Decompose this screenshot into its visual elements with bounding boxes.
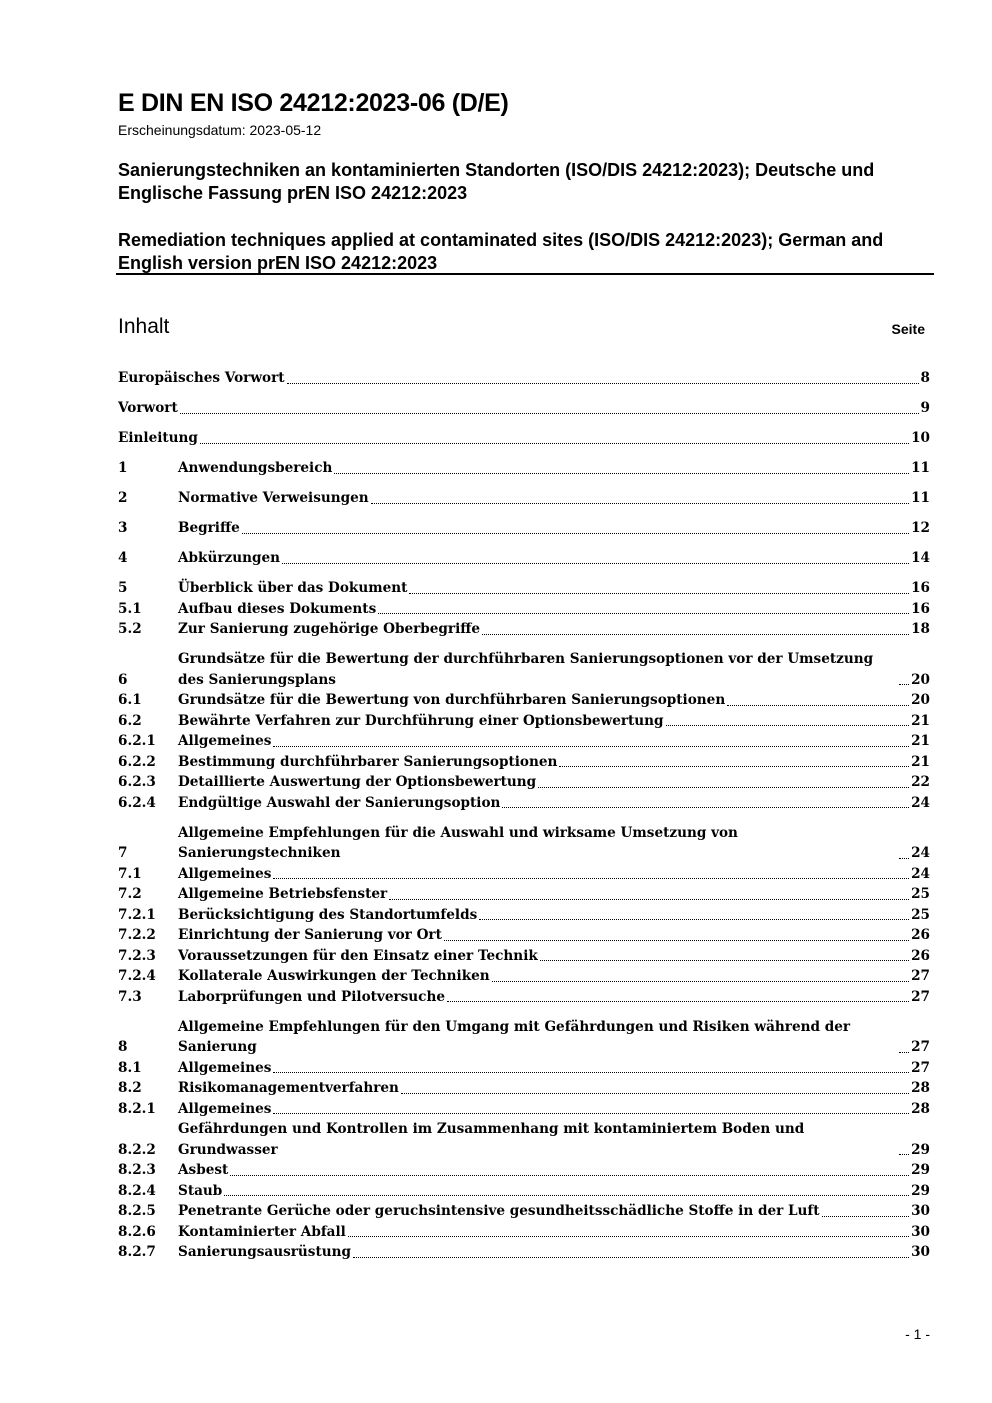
toc-dot-leader — [287, 383, 919, 384]
toc-entry-page: 25 — [911, 886, 930, 902]
toc-entry-title: Allgemeines — [178, 733, 272, 749]
toc-entry-title: Voraussetzungen für den Einsatz einer Technik — [178, 947, 538, 964]
toc-entry-page: 24 — [911, 794, 930, 811]
toc-entry-body — [178, 1017, 930, 1058]
header-divider — [116, 273, 934, 275]
toc-entry-body — [178, 823, 930, 864]
toc-entry-body — [178, 690, 930, 711]
toc-dot-leader — [822, 1216, 910, 1217]
toc-entry-body — [178, 864, 930, 885]
toc-entry-title: Endgültige Auswahl der Sanierungsoption — [178, 794, 501, 811]
title-german: Sanierungstechniken an kontaminierten Standorten (ISO/DIS 24212:2023); Deutsche und Englische Fassung prEN ISO 24212:2023 — [118, 160, 875, 203]
toc-entry-body — [178, 518, 930, 539]
toc-entry[interactable] — [118, 925, 930, 946]
toc-entry-body — [178, 1119, 930, 1160]
toc-entry-number: 8.2.6 — [118, 1223, 156, 1240]
toc-entry-title: Begriffe — [178, 520, 240, 536]
toc-entry[interactable] — [118, 1242, 930, 1263]
toc-dot-leader — [273, 1072, 909, 1073]
toc-entry-title: Bewährte Verfahren zur Durchführung einer Optionsbewertung — [178, 712, 664, 729]
toc-entry[interactable] — [118, 1181, 930, 1202]
toc-entry[interactable] — [118, 864, 930, 885]
toc-entry-title: Sanierungsausrüstung — [178, 1244, 352, 1260]
toc-entry-body — [178, 884, 930, 905]
toc-entry-body — [178, 1078, 930, 1099]
toc-dot-leader — [180, 413, 919, 414]
toc-entry-body — [178, 925, 930, 946]
toc-entry-page: 28 — [911, 1080, 930, 1096]
toc-dot-leader — [353, 1257, 909, 1258]
toc-entry[interactable] — [118, 772, 930, 793]
toc-entry[interactable] — [118, 428, 930, 449]
toc-entry-body — [178, 905, 930, 926]
toc-dot-leader — [492, 981, 909, 982]
toc-entry[interactable] — [118, 905, 930, 926]
toc-entry-number: 5.1 — [118, 600, 142, 617]
toc-entry-title: Risikomanagementverfahren — [178, 1080, 399, 1096]
toc-entry[interactable] — [118, 731, 930, 752]
toc-entry-title: Einrichtung der Sanierung vor Ort — [178, 927, 442, 943]
toc-entry-number: 5 — [118, 580, 128, 596]
toc-entry-title: Grundsätze für die Bewertung der durchführbaren Sanierungsoptionen vor der Umsetzung des Sanierungsplans — [178, 651, 874, 688]
toc-entry-page: 21 — [911, 753, 930, 770]
toc-entry-number: 7.1 — [118, 865, 142, 882]
toc-entry-body — [178, 1099, 930, 1120]
toc-entry-title: Allgemeines — [178, 1100, 272, 1117]
toc-entry-page: 21 — [911, 712, 930, 729]
toc-entry-title: Penetrante Gerüche oder geruchsintensive gesundheitsschädliche Stoffe in der Luft — [178, 1203, 820, 1219]
toc-entry-page: 24 — [911, 845, 930, 861]
document-id: E DIN EN ISO 24212:2023-06 (D/E) — [118, 89, 509, 117]
toc-entry-number: 7 — [118, 845, 128, 861]
toc-dot-leader — [899, 684, 909, 685]
toc-entry[interactable] — [118, 548, 930, 569]
toc-entry-number: 8.2.1 — [118, 1100, 156, 1117]
toc-entry[interactable] — [118, 488, 930, 509]
toc-entry-title: Normative Verweisungen — [178, 490, 369, 506]
toc-entry-body — [178, 1242, 930, 1263]
toc-entry-page: 27 — [911, 988, 930, 1005]
toc-entry-body — [178, 548, 930, 569]
toc-entry-title: Zur Sanierung zugehörige Oberbegriffe — [178, 621, 481, 637]
toc-entry[interactable] — [118, 946, 930, 967]
toc-entry-page: 16 — [911, 580, 930, 596]
toc-entry-page: 30 — [911, 1223, 930, 1240]
toc-entry-page: 16 — [911, 600, 930, 617]
toc-entry-body — [178, 946, 930, 967]
toc-dot-leader — [273, 746, 909, 747]
toc-entry-number: 6.2.4 — [118, 794, 156, 811]
toc-dot-leader — [273, 878, 909, 879]
toc-entry-title: Kontaminierter Abfall — [178, 1223, 346, 1240]
toc-dot-leader — [242, 533, 909, 534]
toc-entry-number: 6.2.2 — [118, 753, 156, 770]
toc-dot-leader — [348, 1236, 909, 1237]
toc-entry-page: 29 — [911, 1182, 930, 1199]
toc-entry-page: 27 — [911, 968, 930, 984]
toc-entry-page: 12 — [911, 520, 930, 536]
toc-entry-title: Asbest — [178, 1162, 229, 1178]
toc-entry-page: 11 — [911, 460, 930, 476]
toc-entry[interactable] — [118, 1078, 930, 1099]
publication-date: Erscheinungsdatum: 2023-05-12 — [118, 122, 322, 138]
page-number: - 1 - — [905, 1326, 930, 1342]
toc-entry[interactable] — [118, 599, 930, 620]
toc-entry-number: 7.2.2 — [118, 927, 156, 943]
toc-entry-page: 11 — [911, 490, 930, 506]
toc-entry-body — [118, 428, 930, 449]
toc-entry-number: 6.2.1 — [118, 733, 156, 749]
toc-dot-leader — [444, 940, 909, 941]
toc-entry-number: 6.2.3 — [118, 774, 156, 790]
toc-entry-title: Staub — [178, 1182, 223, 1199]
toc-dot-leader — [559, 766, 909, 767]
toc-entry-title: Berücksichtigung des Standortumfelds — [178, 906, 478, 923]
toc-entry-title: Überblick über das Dokument — [178, 580, 408, 596]
toc-entry-body — [178, 1160, 930, 1181]
toc-entry[interactable] — [118, 793, 930, 814]
toc-entry-number: 5.2 — [118, 621, 142, 637]
toc-dot-leader — [482, 634, 909, 635]
toc-dot-leader — [409, 593, 909, 594]
toc-entry-page: 27 — [911, 1059, 930, 1076]
toc-entry-body — [178, 599, 930, 620]
toc-dot-leader — [200, 443, 909, 444]
toc-entry-number: 8.2.2 — [118, 1141, 156, 1158]
toc-entry-body — [178, 649, 930, 690]
table-of-contents — [118, 368, 930, 1263]
toc-entry-title: Laborprüfungen und Pilotversuche — [178, 988, 445, 1005]
toc-entry[interactable] — [118, 987, 930, 1008]
toc-dot-leader — [230, 1175, 909, 1176]
toc-entry-number: 7.3 — [118, 988, 142, 1005]
toc-dot-leader — [899, 1052, 909, 1053]
toc-entry-body — [178, 458, 930, 479]
toc-entry[interactable] — [118, 578, 930, 599]
toc-entry-page: 20 — [911, 692, 930, 708]
toc-entry-title: Einleitung — [118, 430, 198, 446]
toc-entry-number: 7.2.3 — [118, 947, 156, 964]
toc-dot-leader — [899, 1154, 909, 1155]
toc-entry-title: Kollaterale Auswirkungen der Techniken — [178, 968, 490, 984]
toc-entry-number: 7.2 — [118, 886, 142, 902]
toc-entry-title: Anwendungsbereich — [178, 460, 333, 476]
toc-entry[interactable] — [118, 966, 930, 987]
toc-entry-number: 4 — [118, 550, 128, 566]
toc-entry[interactable] — [118, 518, 930, 539]
toc-dot-leader — [282, 563, 909, 564]
toc-entry-number: 8.2.7 — [118, 1244, 156, 1260]
toc-entry-page: 24 — [911, 865, 930, 882]
toc-entry-number: 8 — [118, 1039, 128, 1055]
toc-entry-title: Vorwort — [118, 400, 178, 416]
toc-dot-leader — [502, 807, 909, 808]
toc-entry-body — [178, 793, 930, 814]
toc-entry-number: 2 — [118, 490, 128, 506]
toc-entry[interactable] — [118, 1119, 930, 1160]
toc-dot-leader — [389, 899, 909, 900]
toc-entry-body — [178, 1181, 930, 1202]
toc-entry[interactable] — [118, 1201, 930, 1222]
toc-dot-leader — [538, 787, 909, 788]
toc-dot-leader — [224, 1195, 909, 1196]
toc-entry-number: 8.2.4 — [118, 1182, 156, 1199]
toc-entry-number: 1 — [118, 460, 128, 476]
toc-entry-body — [178, 752, 930, 773]
toc-dot-leader — [479, 919, 909, 920]
toc-entry-title: Allgemeines — [178, 865, 272, 882]
toc-entry-body — [178, 1058, 930, 1079]
toc-entry-title: Abkürzungen — [178, 550, 281, 566]
toc-entry[interactable] — [118, 711, 930, 732]
toc-entry-title: Bestimmung durchführbarer Sanierungsoptionen — [178, 753, 558, 770]
toc-entry-body — [178, 578, 930, 599]
toc-entry-body — [118, 398, 930, 419]
toc-entry-number: 3 — [118, 520, 128, 536]
toc-entry-page: 22 — [911, 774, 930, 790]
toc-entry-page: 28 — [911, 1100, 930, 1117]
toc-entry-page: 18 — [911, 621, 930, 637]
toc-entry-title: Gefährdungen und Kontrollen im Zusammenhang mit kontaminiertem Boden und Grundwasser — [178, 1121, 805, 1158]
toc-entry-body — [178, 966, 930, 987]
toc-dot-leader — [447, 1001, 909, 1002]
toc-entry-page: 29 — [911, 1162, 930, 1178]
toc-entry-page: 20 — [911, 671, 930, 688]
toc-entry-number: 8.2.3 — [118, 1162, 156, 1178]
toc-entry[interactable] — [118, 368, 930, 389]
toc-entry-title: Allgemeines — [178, 1059, 272, 1076]
toc-entry-page: 14 — [911, 550, 930, 566]
toc-entry-title: Allgemeine Empfehlungen für die Auswahl und wirksame Umsetzung von Sanierungstechniken — [178, 824, 738, 861]
toc-entry-title: Allgemeine Empfehlungen für den Umgang mit Gefährdungen und Risiken während der Sanierung — [178, 1018, 851, 1055]
toc-dot-leader — [666, 725, 910, 726]
toc-dot-leader — [273, 1113, 909, 1114]
toc-entry-body — [178, 987, 930, 1008]
toc-entry-page: 21 — [911, 733, 930, 749]
toc-entry-number: 8.2.5 — [118, 1203, 156, 1219]
toc-entry-page: 26 — [911, 947, 930, 964]
toc-entry[interactable] — [118, 1160, 930, 1181]
toc-entry-body — [178, 488, 930, 509]
toc-entry-number: 6 — [118, 671, 128, 688]
toc-page-column-label: Seite — [891, 321, 925, 337]
toc-entry-number: 6.1 — [118, 692, 142, 708]
toc-entry-body — [118, 368, 930, 389]
toc-entry[interactable] — [118, 884, 930, 905]
toc-entry-title: Allgemeine Betriebsfenster — [178, 886, 388, 902]
toc-entry-page: 8 — [920, 370, 930, 386]
toc-entry-page: 26 — [911, 927, 930, 943]
toc-entry[interactable] — [118, 823, 930, 864]
toc-dot-leader — [401, 1093, 909, 1094]
toc-entry-page: 9 — [920, 400, 930, 416]
toc-entry-title: Detaillierte Auswertung der Optionsbewertung — [178, 774, 537, 790]
toc-entry[interactable] — [118, 649, 930, 690]
toc-entry[interactable] — [118, 458, 930, 479]
toc-dot-leader — [371, 503, 909, 504]
toc-entry-body — [178, 1222, 930, 1243]
toc-entry[interactable] — [118, 619, 930, 640]
toc-entry[interactable] — [118, 1058, 930, 1079]
toc-entry-title: Aufbau dieses Dokuments — [178, 600, 377, 617]
toc-entry[interactable] — [118, 398, 930, 419]
toc-entry-body — [178, 731, 930, 752]
toc-dot-leader — [334, 473, 909, 474]
toc-entry-title: Europäisches Vorwort — [118, 370, 285, 386]
toc-entry-page: 30 — [911, 1203, 930, 1219]
title-english: Remediation techniques applied at contaminated sites (ISO/DIS 24212:2023); German and English version prEN ISO 24212:2023 — [118, 230, 884, 273]
toc-dot-leader — [727, 705, 909, 706]
toc-dot-leader — [899, 858, 909, 859]
toc-entry[interactable] — [118, 1099, 930, 1120]
toc-dot-leader — [378, 613, 909, 614]
toc-entry[interactable] — [118, 690, 930, 711]
toc-heading: Inhalt — [118, 315, 170, 338]
toc-entry[interactable] — [118, 1017, 930, 1058]
toc-entry-page: 29 — [911, 1141, 930, 1158]
toc-entry-body — [178, 711, 930, 732]
toc-dot-leader — [540, 960, 909, 961]
toc-entry-page: 30 — [911, 1244, 930, 1260]
toc-entry-title: Grundsätze für die Bewertung von durchführbaren Sanierungsoptionen — [178, 692, 726, 708]
toc-entry-number: 7.2.1 — [118, 906, 156, 923]
toc-entry-number: 8.2 — [118, 1080, 142, 1096]
toc-entry-page: 25 — [911, 906, 930, 923]
toc-entry[interactable] — [118, 752, 930, 773]
toc-entry[interactable] — [118, 1222, 930, 1243]
toc-entry-number: 8.1 — [118, 1059, 142, 1076]
toc-entry-body — [178, 772, 930, 793]
toc-entry-page: 10 — [911, 430, 930, 446]
toc-entry-page: 27 — [911, 1039, 930, 1055]
toc-entry-number: 7.2.4 — [118, 968, 156, 984]
toc-entry-number: 6.2 — [118, 712, 142, 729]
toc-entry-body — [178, 619, 930, 640]
toc-entry-body — [178, 1201, 930, 1222]
